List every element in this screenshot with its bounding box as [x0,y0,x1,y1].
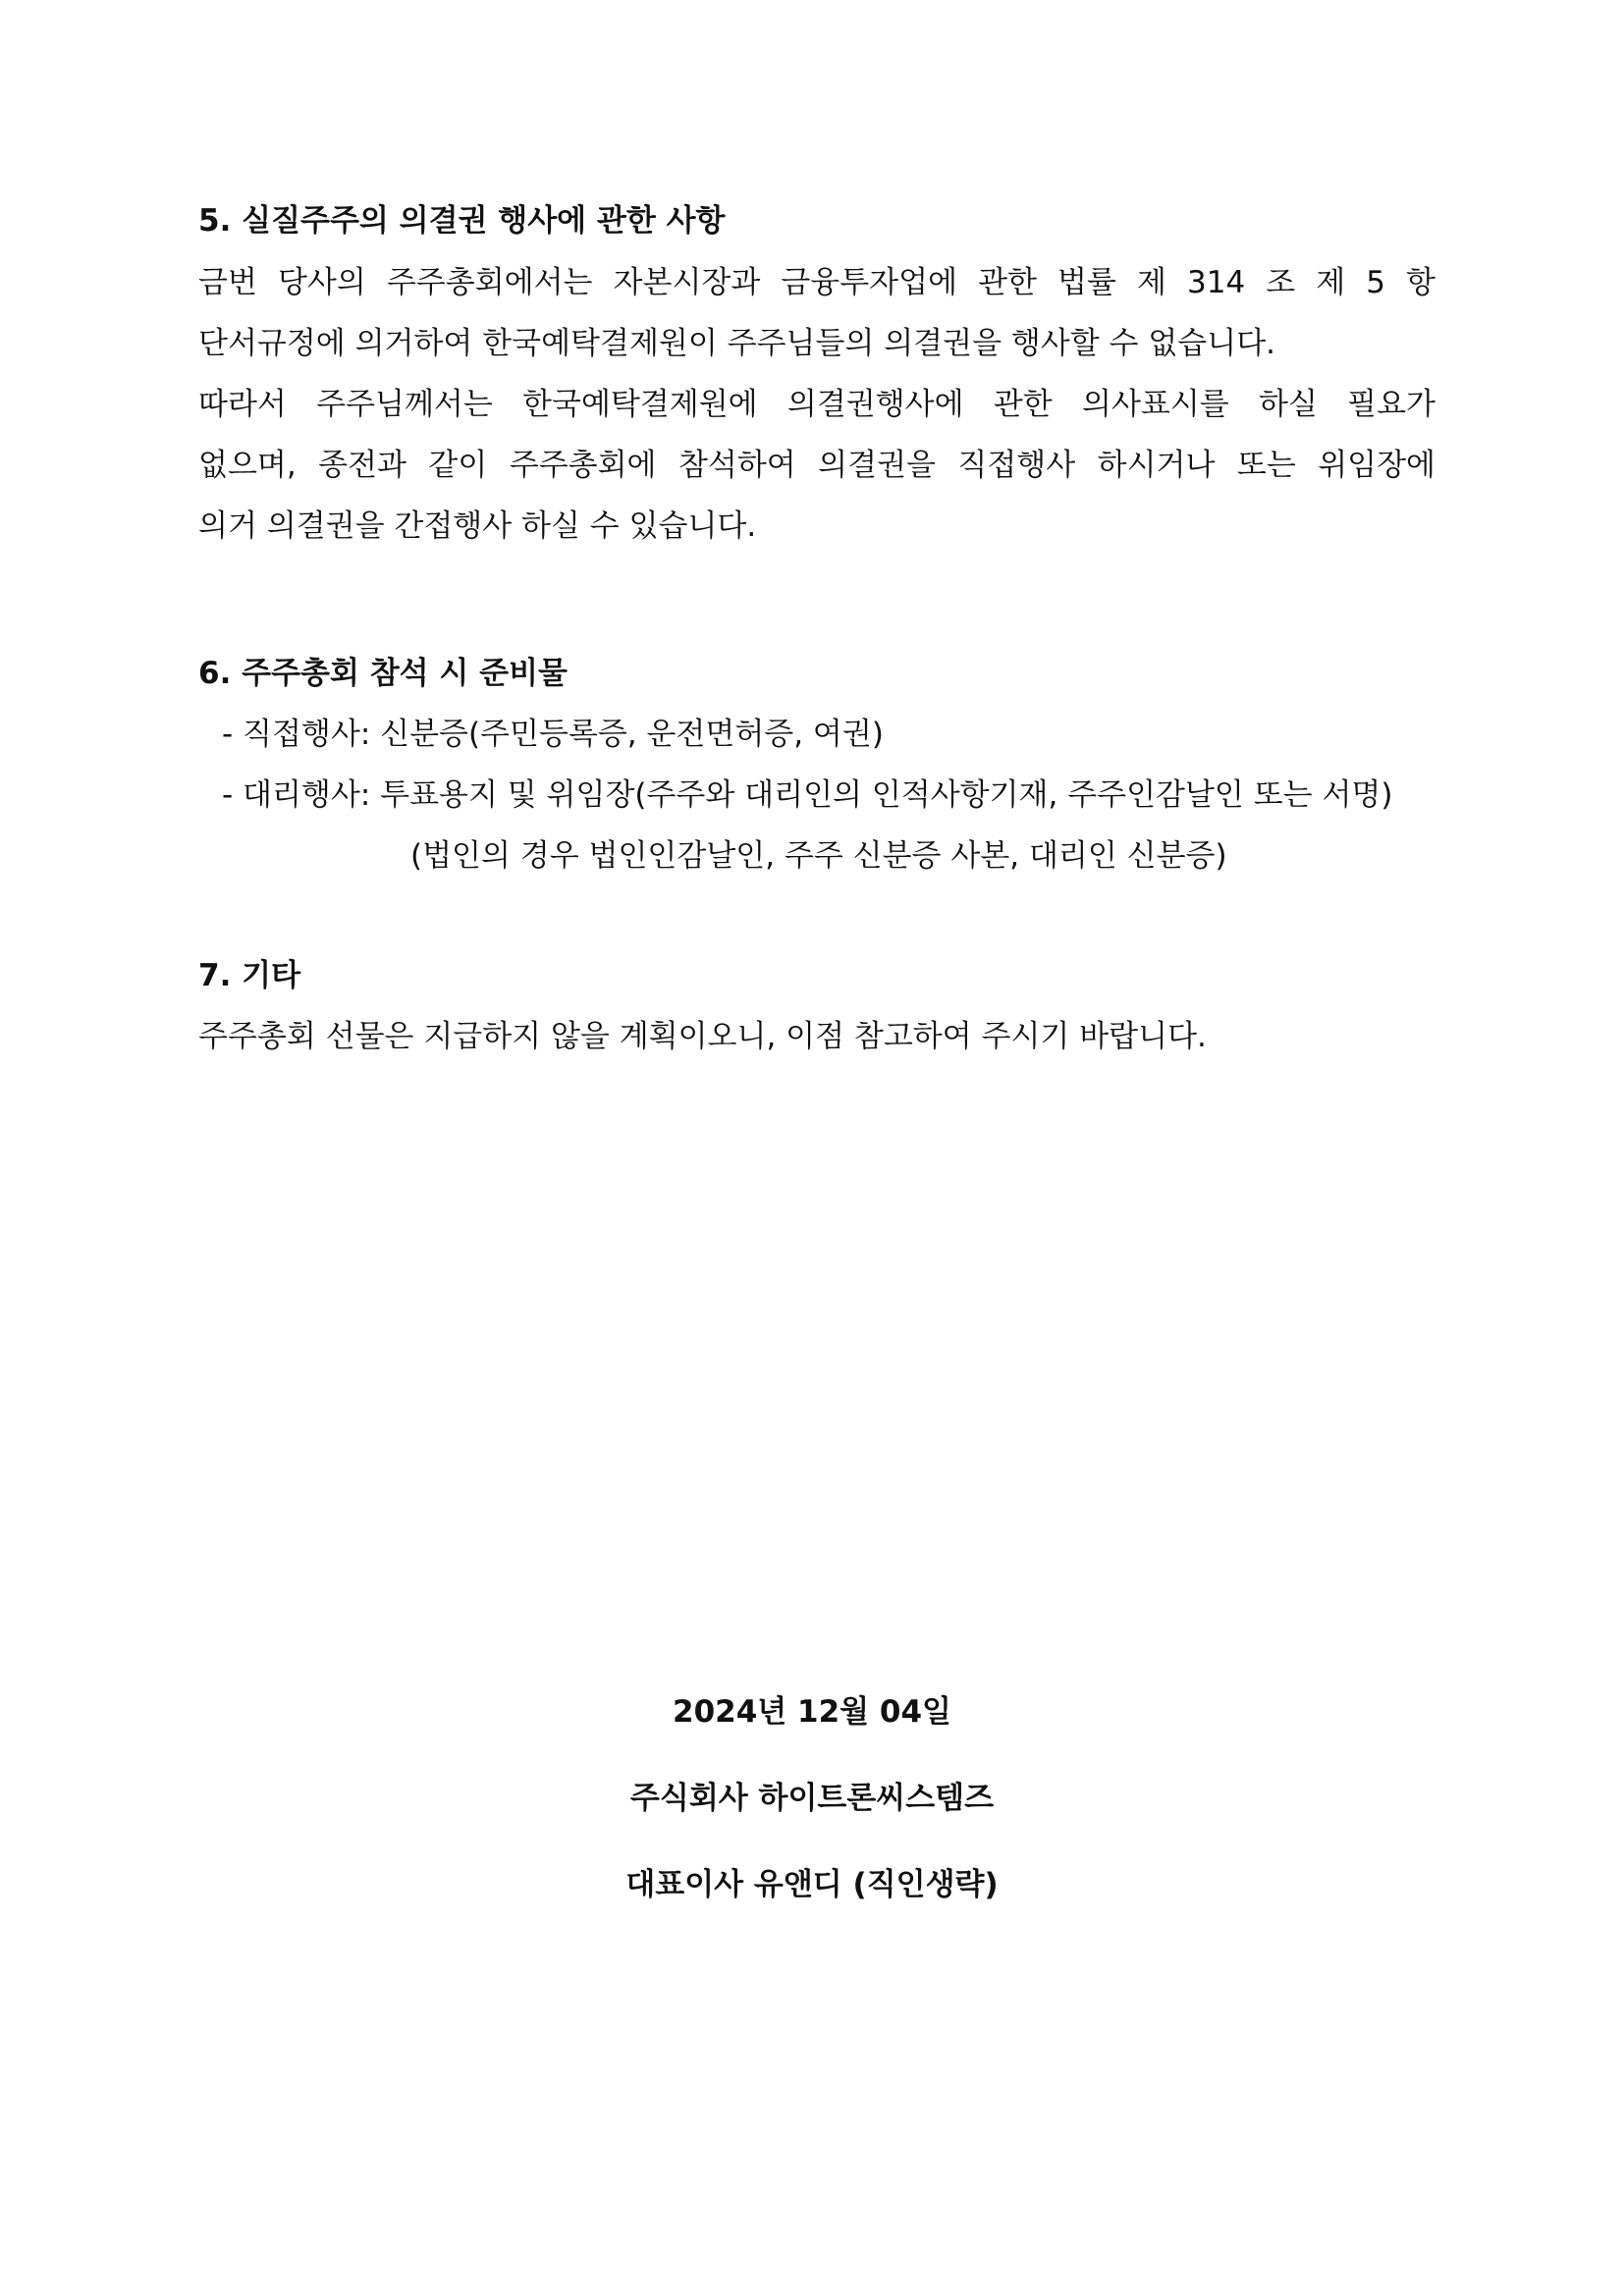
section-6-sub-note: (법인의 경우 법인인감날인, 주주 신분증 사본, 대리인 신분증) [410,838,1227,874]
section-5-line-5: 의거 의결권을 간접행사 하실 수 있습니다. [198,508,757,544]
section-7-text: 주주총회 선물은 지급하지 않을 계획이오니, 이점 참고하여 주시기 바랍니다. [198,1019,1207,1054]
representative-name: 대표이사 유앤디 (직인생략) [625,1867,999,1902]
notice-date: 2024년 12월 04일 [673,1694,951,1730]
section-7-heading: 7. 기타 [198,958,301,993]
company-name: 주식회사 하이트론씨스템즈 [629,1781,995,1816]
section-6-heading: 6. 주주총회 참석 시 준비물 [198,656,568,691]
section-5-line-2: 단서규정에 의거하여 한국예탁결제원이 주주님들의 의결권을 행사할 수 없습니다. [198,326,1275,361]
section-5-heading: 5. 실질주주의 의결권 행사에 관한 사항 [198,203,726,239]
section-5-line-4: 없으며, 종전과 같이 주주총회에 참석하여 의결권을 직접행사 하시거나 또는 위임장에 [198,448,1435,483]
section-5-line-1: 금번 당사의 주주총회에서는 자본시장과 금융투자업에 관한 법률 제 314 조 제 5 항 [198,265,1435,300]
section-6-item-2: - 대리행사: 투표용지 및 위임장(주주와 대리인의 인적사항기재, 주주인감날인 또는 서명) [222,777,1393,813]
section-6-item-1: - 직접행사: 신분증(주민등록증, 운전면허증, 여권) [222,717,884,752]
section-5-line-3: 따라서 주주님께서는 한국예탁결제원에 의결권행사에 관한 의사표시를 하실 필요가 [198,387,1435,422]
